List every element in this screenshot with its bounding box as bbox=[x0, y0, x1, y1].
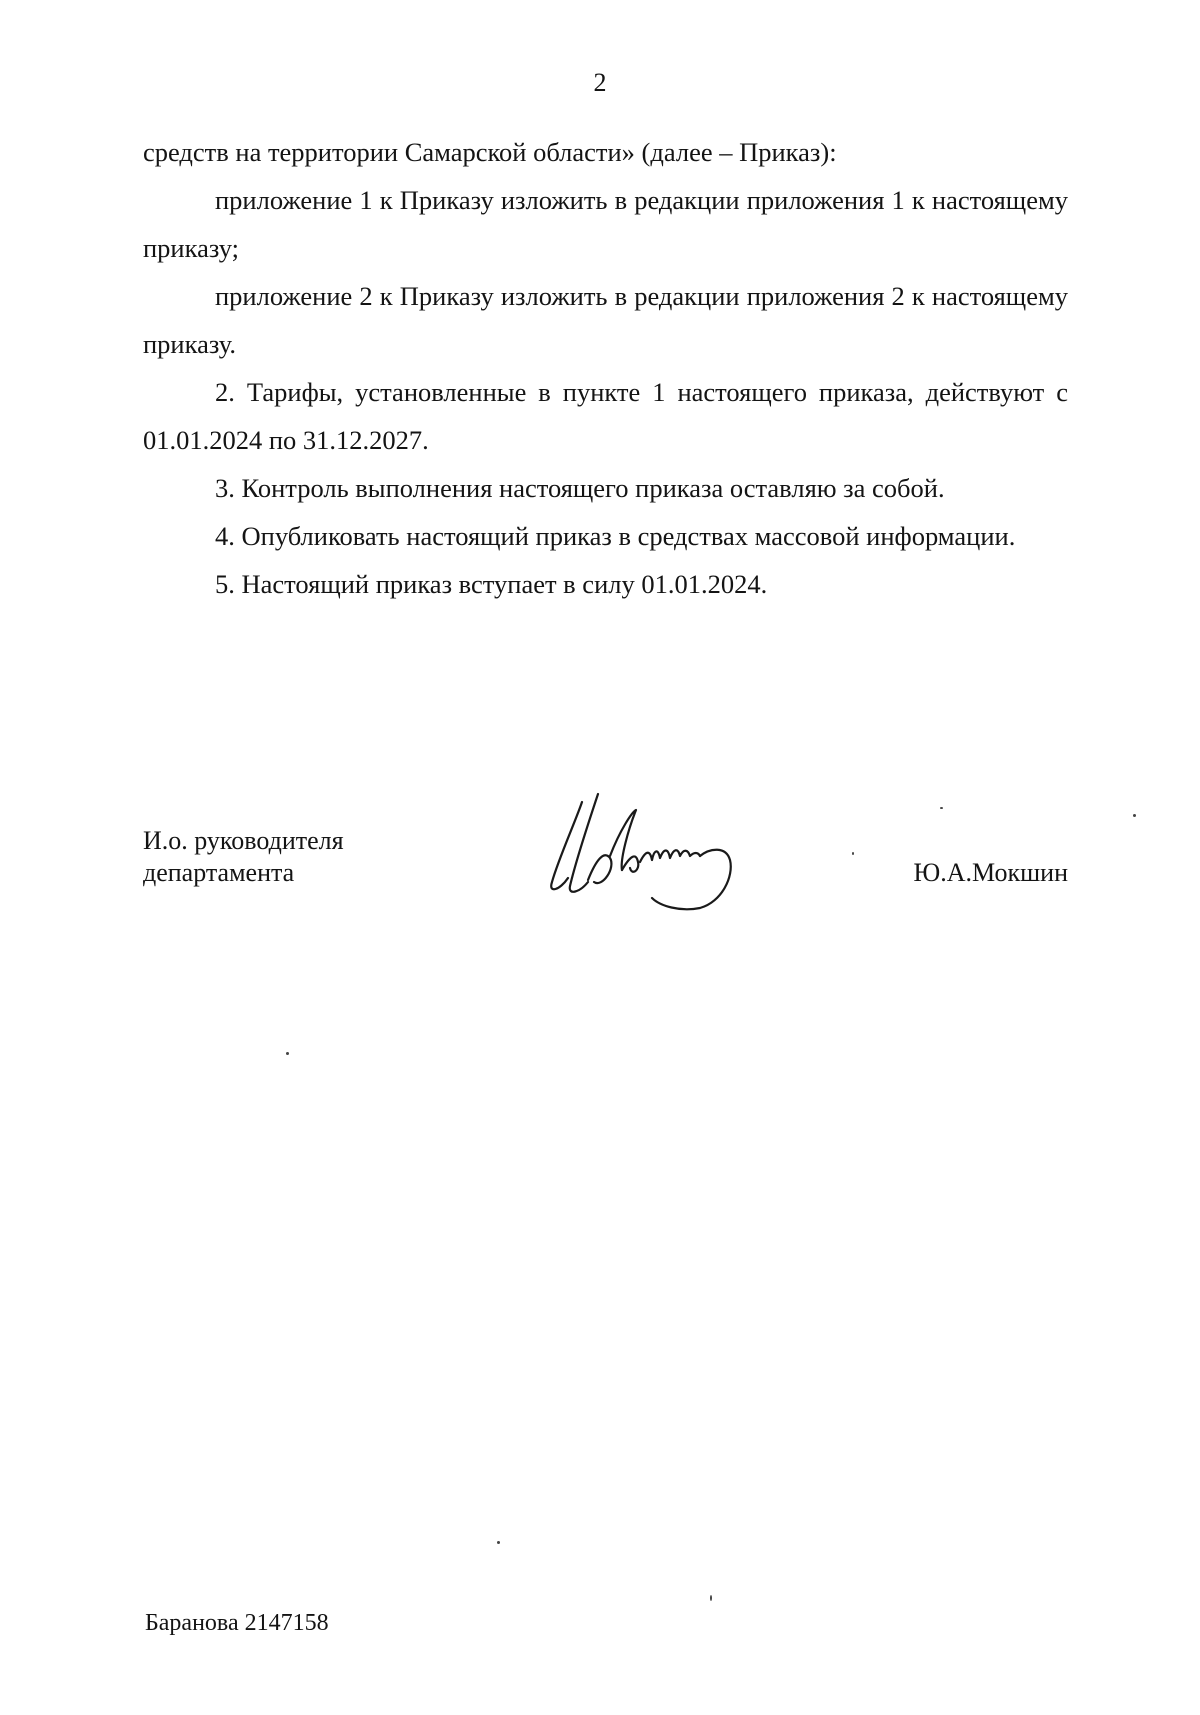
scan-speck bbox=[1133, 814, 1136, 817]
paragraph-item-5: 5. Настоящий приказ вступает в силу 01.01.2024. bbox=[215, 569, 768, 599]
scan-speck bbox=[497, 1541, 500, 1544]
signatory-title-line-1: И.о. руководителя bbox=[143, 826, 344, 855]
scan-speck bbox=[710, 1595, 712, 1601]
signatory-name: Ю.А.Мокшин bbox=[913, 858, 1068, 887]
executor-footer: Баранова 2147158 bbox=[145, 1610, 329, 1636]
page-number: 2 bbox=[593, 68, 607, 97]
document-body bbox=[143, 128, 1068, 608]
scan-speck bbox=[940, 807, 943, 809]
paragraph-item-3: 3. Контроль выполнения настоящего приказа оставляю за собой. bbox=[215, 473, 945, 503]
paragraph-continuation: средств на территории Самарской области» (далее – Приказ): bbox=[143, 137, 837, 167]
signatory-title bbox=[143, 825, 344, 889]
paragraph-appendix-2: приложение 2 к Приказу изложить в редакции приложения 2 к настоящему приказу. bbox=[143, 281, 1068, 359]
paragraph-item-2: 2. Тарифы, установленные в пункте 1 настоящего приказа, действуют с 01.01.2024 по 31.12.2027. bbox=[143, 377, 1068, 455]
scan-speck bbox=[852, 852, 854, 855]
paragraph-appendix-1: приложение 1 к Приказу изложить в редакции приложения 1 к настоящему приказу; bbox=[143, 185, 1068, 263]
paragraph-item-4: 4. Опубликовать настоящий приказ в средствах массовой информации. bbox=[215, 521, 1016, 551]
scan-speck bbox=[286, 1052, 289, 1055]
handwritten-signature bbox=[540, 790, 770, 920]
signatory-title-line-2: департамента bbox=[143, 858, 295, 887]
